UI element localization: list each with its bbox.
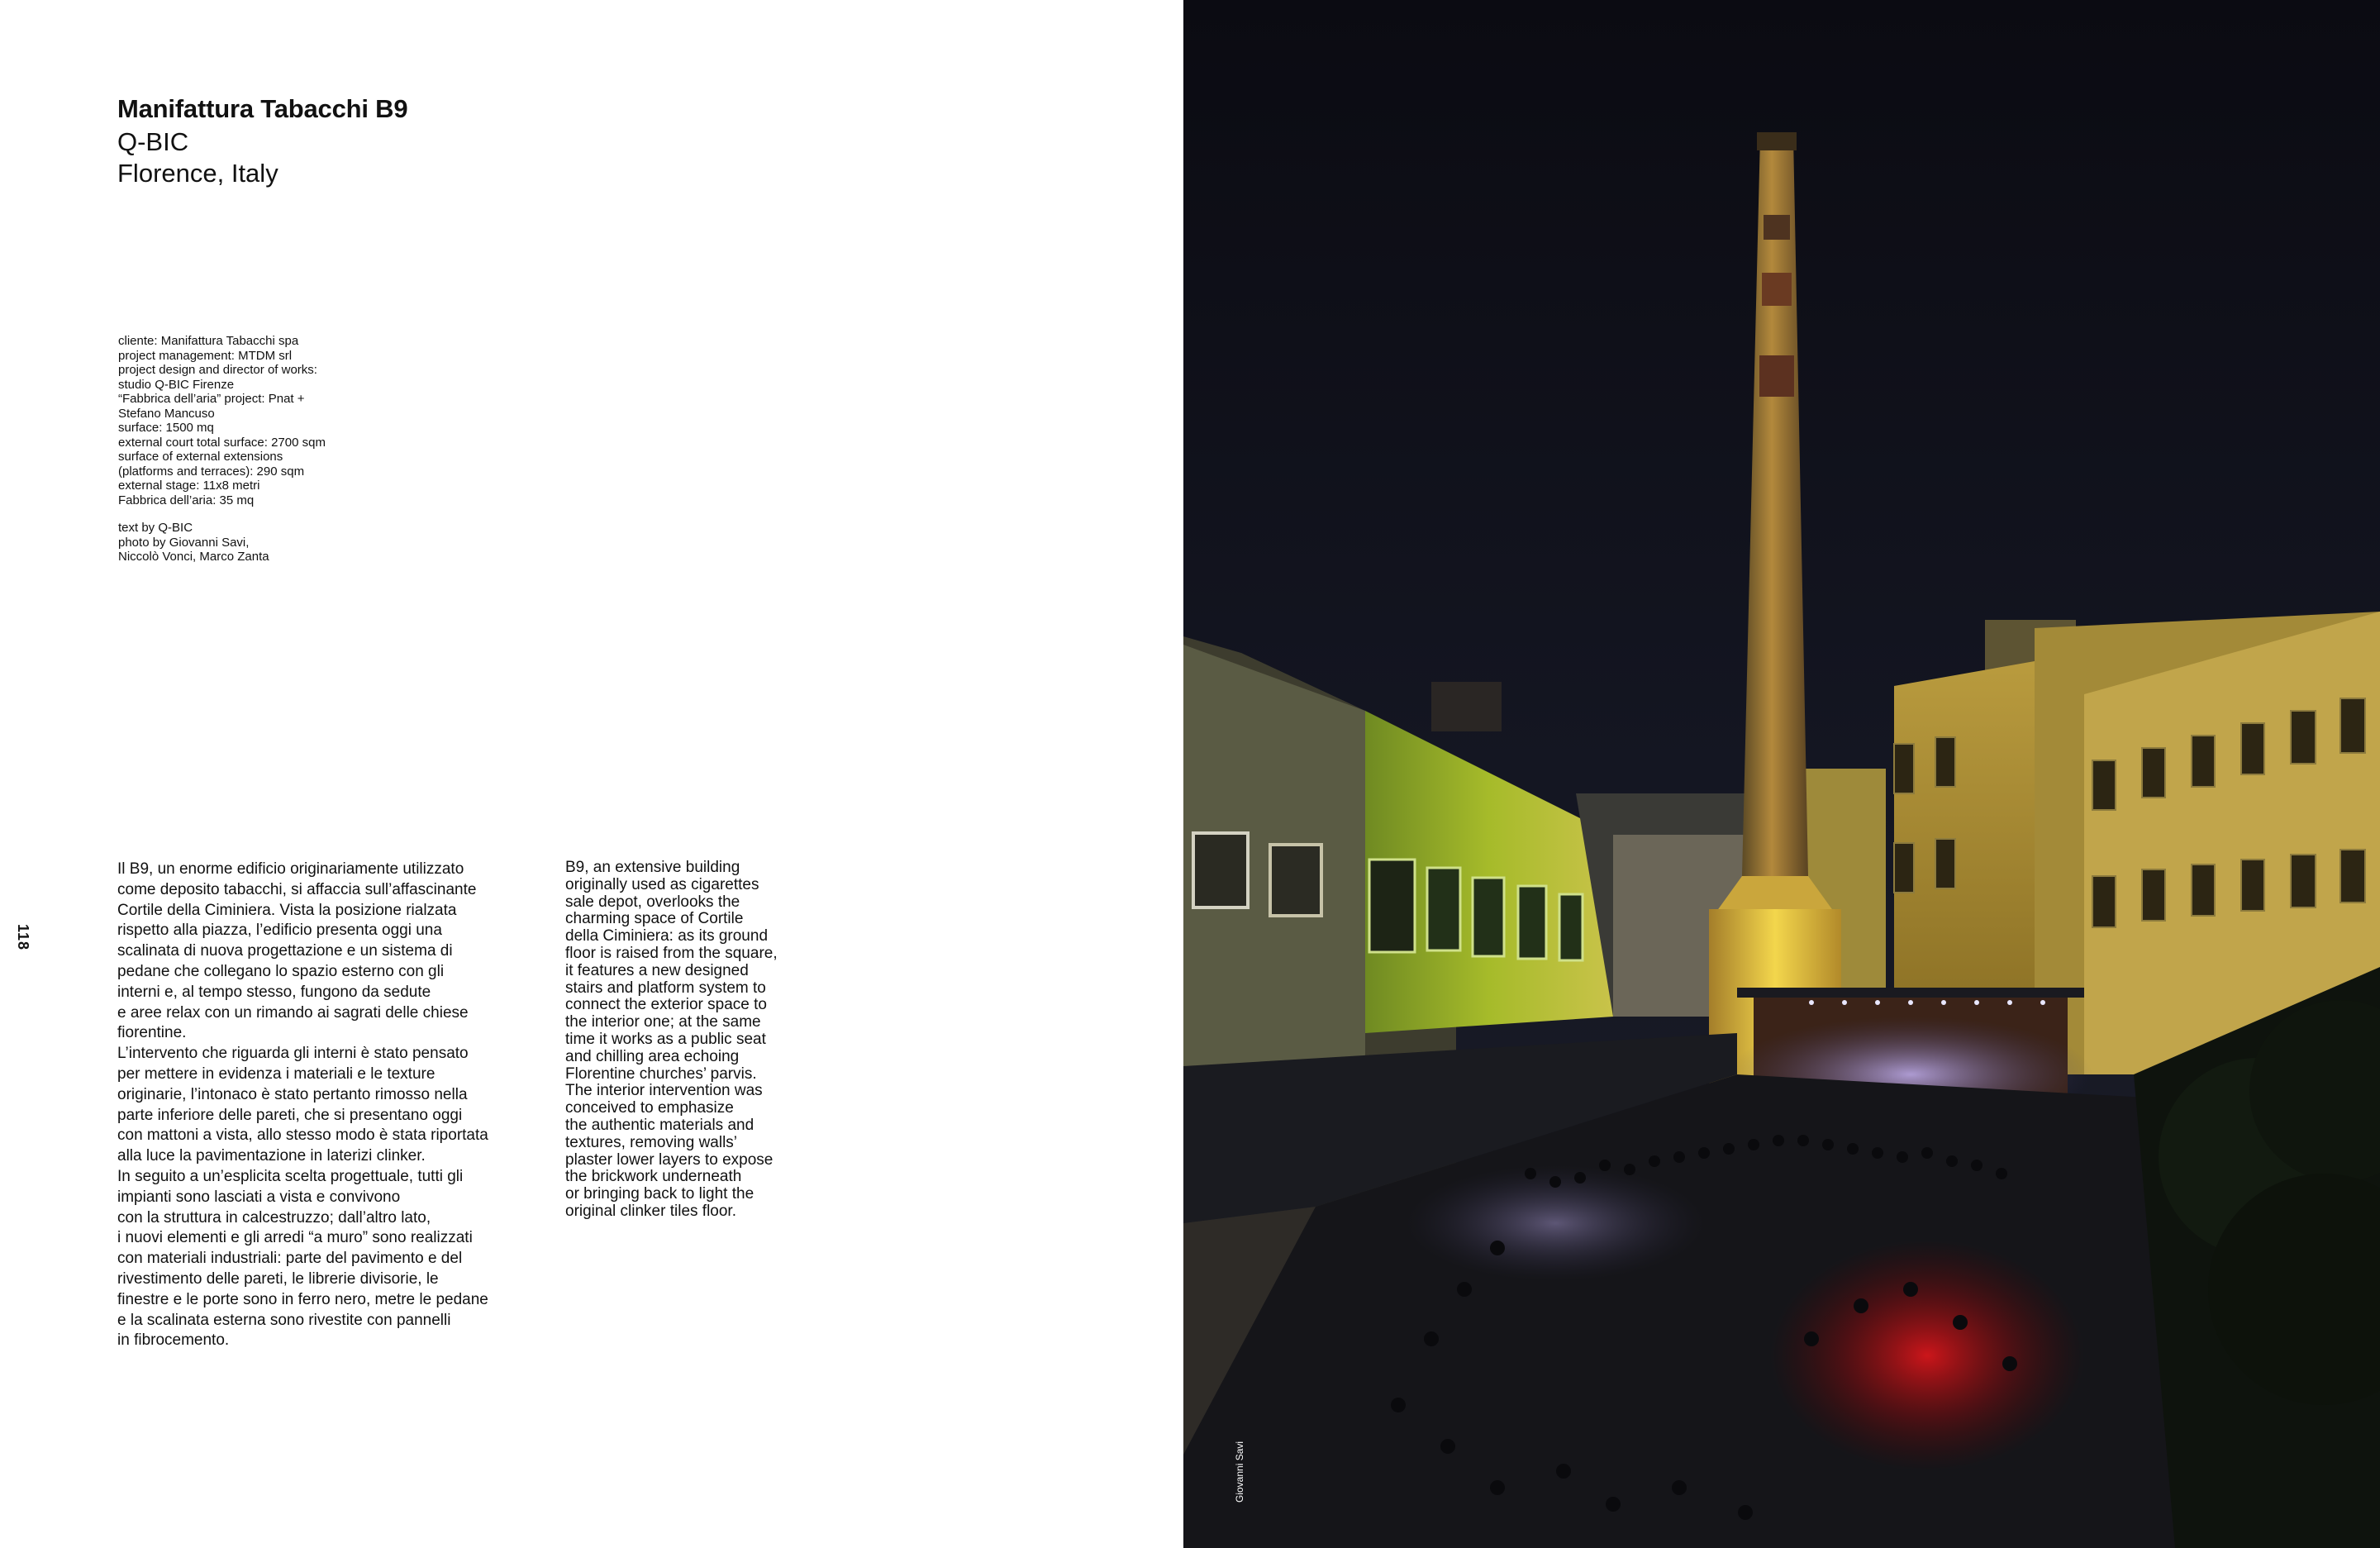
- text-line: textures, removing walls’: [565, 1133, 738, 1151]
- text-line: stairs and platform system to: [565, 979, 766, 997]
- text-line: conceived to emphasize: [565, 1099, 734, 1117]
- studio-name: Q-BIC: [117, 127, 189, 156]
- text-line: per mettere in evidenza i materiali e le texture: [117, 1065, 436, 1083]
- credit-line: Fabbrica dell’aria: 35 mq: [118, 493, 255, 507]
- photo-credit: Giovanni Savi: [1234, 1441, 1245, 1503]
- text-photo-credits: [118, 521, 391, 564]
- text-line: the authentic materials and: [565, 1116, 754, 1134]
- project-credits: [118, 334, 391, 507]
- text-line: scalinata di nuova progettazione e un sistema di: [117, 942, 453, 960]
- text-line: e aree relax con un rimando ai sagrati delle chiese: [117, 1003, 469, 1022]
- text-line: Il B9, un enorme edificio originariamente utilizzato: [117, 860, 464, 878]
- text-line: and chilling area echoing: [565, 1047, 740, 1065]
- text-line: or bringing back to light the: [565, 1185, 754, 1203]
- text-line: della Ciminiera: as its ground: [565, 927, 769, 945]
- courtyard-night-scene: [1183, 0, 2380, 1548]
- credit-line: Niccolò Vonci, Marco Zanta: [118, 550, 269, 564]
- text-line: charming space of Cortile: [565, 910, 744, 928]
- text-line: floor is raised from the square,: [565, 944, 778, 962]
- credit-line: surface of external extensions: [118, 450, 283, 464]
- text-line: the brickwork underneath: [565, 1168, 742, 1186]
- text-line: parte inferiore delle pareti, che si presentano oggi: [117, 1106, 463, 1124]
- text-line: con la struttura in calcestruzzo; dall’altro lato,: [117, 1208, 431, 1226]
- text-line: interni e, al tempo stesso, fungono da sedute: [117, 983, 431, 1001]
- text-line: alla luce la pavimentazione in laterizi clinker.: [117, 1147, 426, 1165]
- credit-line: project management: MTDM srl: [118, 348, 293, 363]
- project-location: Florence, Italy: [117, 159, 278, 188]
- credit-line: external court total surface: 2700 sqm: [118, 435, 326, 450]
- text-line: Cortile della Ciminiera. Vista la posizione rialzata: [117, 901, 457, 919]
- page-number: 118: [15, 924, 31, 951]
- credit-line: text by Q-BIC: [118, 521, 193, 535]
- credit-line: external stage: 11x8 metri: [118, 479, 260, 493]
- text-line: it features a new designed: [565, 961, 749, 979]
- text-line: sale depot, overlooks the: [565, 893, 740, 911]
- text-line: rivestimento delle pareti, le librerie divisorie, le: [117, 1269, 439, 1288]
- text-line: in fibrocemento.: [117, 1331, 230, 1350]
- text-line: fiorentine.: [117, 1024, 187, 1042]
- body-text-english: [565, 860, 797, 1221]
- text-line: con mattoni a vista, allo stesso modo è stata riportata: [117, 1126, 488, 1145]
- text-line: original clinker tiles floor.: [565, 1202, 736, 1220]
- body-text-italian: [117, 860, 497, 1351]
- text-line: impianti sono lasciati a vista e convivono: [117, 1188, 401, 1206]
- text-line: originarie, l’intonaco è stato pertanto rimosso nella: [117, 1085, 468, 1103]
- text-line: B9, an extensive building: [565, 859, 740, 876]
- credit-line: cliente: Manifattura Tabacchi spa: [118, 334, 299, 348]
- text-line: connect the exterior space to: [565, 996, 767, 1014]
- text-line: time it works as a public seat: [565, 1030, 766, 1048]
- credit-line: surface: 1500 mq: [118, 421, 214, 435]
- credit-line: (platforms and terraces): 290 sqm: [118, 464, 305, 479]
- text-line: rispetto alla piazza, l’edificio presenta oggi una: [117, 922, 442, 940]
- text-line: L’intervento che riguarda gli interni è stato pensato: [117, 1045, 469, 1063]
- text-line: i nuovi elementi e gli arredi “a muro” sono realizzati: [117, 1229, 473, 1247]
- text-line: Florentine churches’ parvis.: [565, 1065, 757, 1083]
- left-page: [0, 0, 1183, 1548]
- project-title: Manifattura Tabacchi B9: [117, 94, 408, 123]
- text-line: originally used as cigarettes: [565, 875, 759, 893]
- credit-line: Stefano Mancuso: [118, 406, 215, 421]
- text-line: e la scalinata esterna sono rivestite con pannelli: [117, 1311, 451, 1329]
- credit-line: studio Q-BIC Firenze: [118, 377, 235, 392]
- credit-line: “Fabbrica dell’aria” project: Pnat +: [118, 392, 305, 406]
- credit-line: photo by Giovanni Savi,: [118, 535, 250, 550]
- text-line: the interior one; at the same: [565, 1013, 761, 1031]
- text-line: con materiali industriali: parte del pavimento e del: [117, 1250, 463, 1268]
- text-line: come deposito tabacchi, si affaccia sull’affascinante: [117, 880, 477, 898]
- text-line: plaster lower layers to expose: [565, 1150, 774, 1169]
- text-line: pedane che collegano lo spazio esterno con gli: [117, 962, 445, 980]
- text-line: finestre e le porte sono in ferro nero, metre le pedane: [117, 1290, 488, 1308]
- text-line: The interior intervention was: [565, 1082, 763, 1100]
- night-photo: [1183, 0, 2380, 1548]
- credit-line: project design and director of works:: [118, 363, 317, 377]
- text-line: In seguito a un’esplicita scelta progettuale, tutti gli: [117, 1167, 464, 1185]
